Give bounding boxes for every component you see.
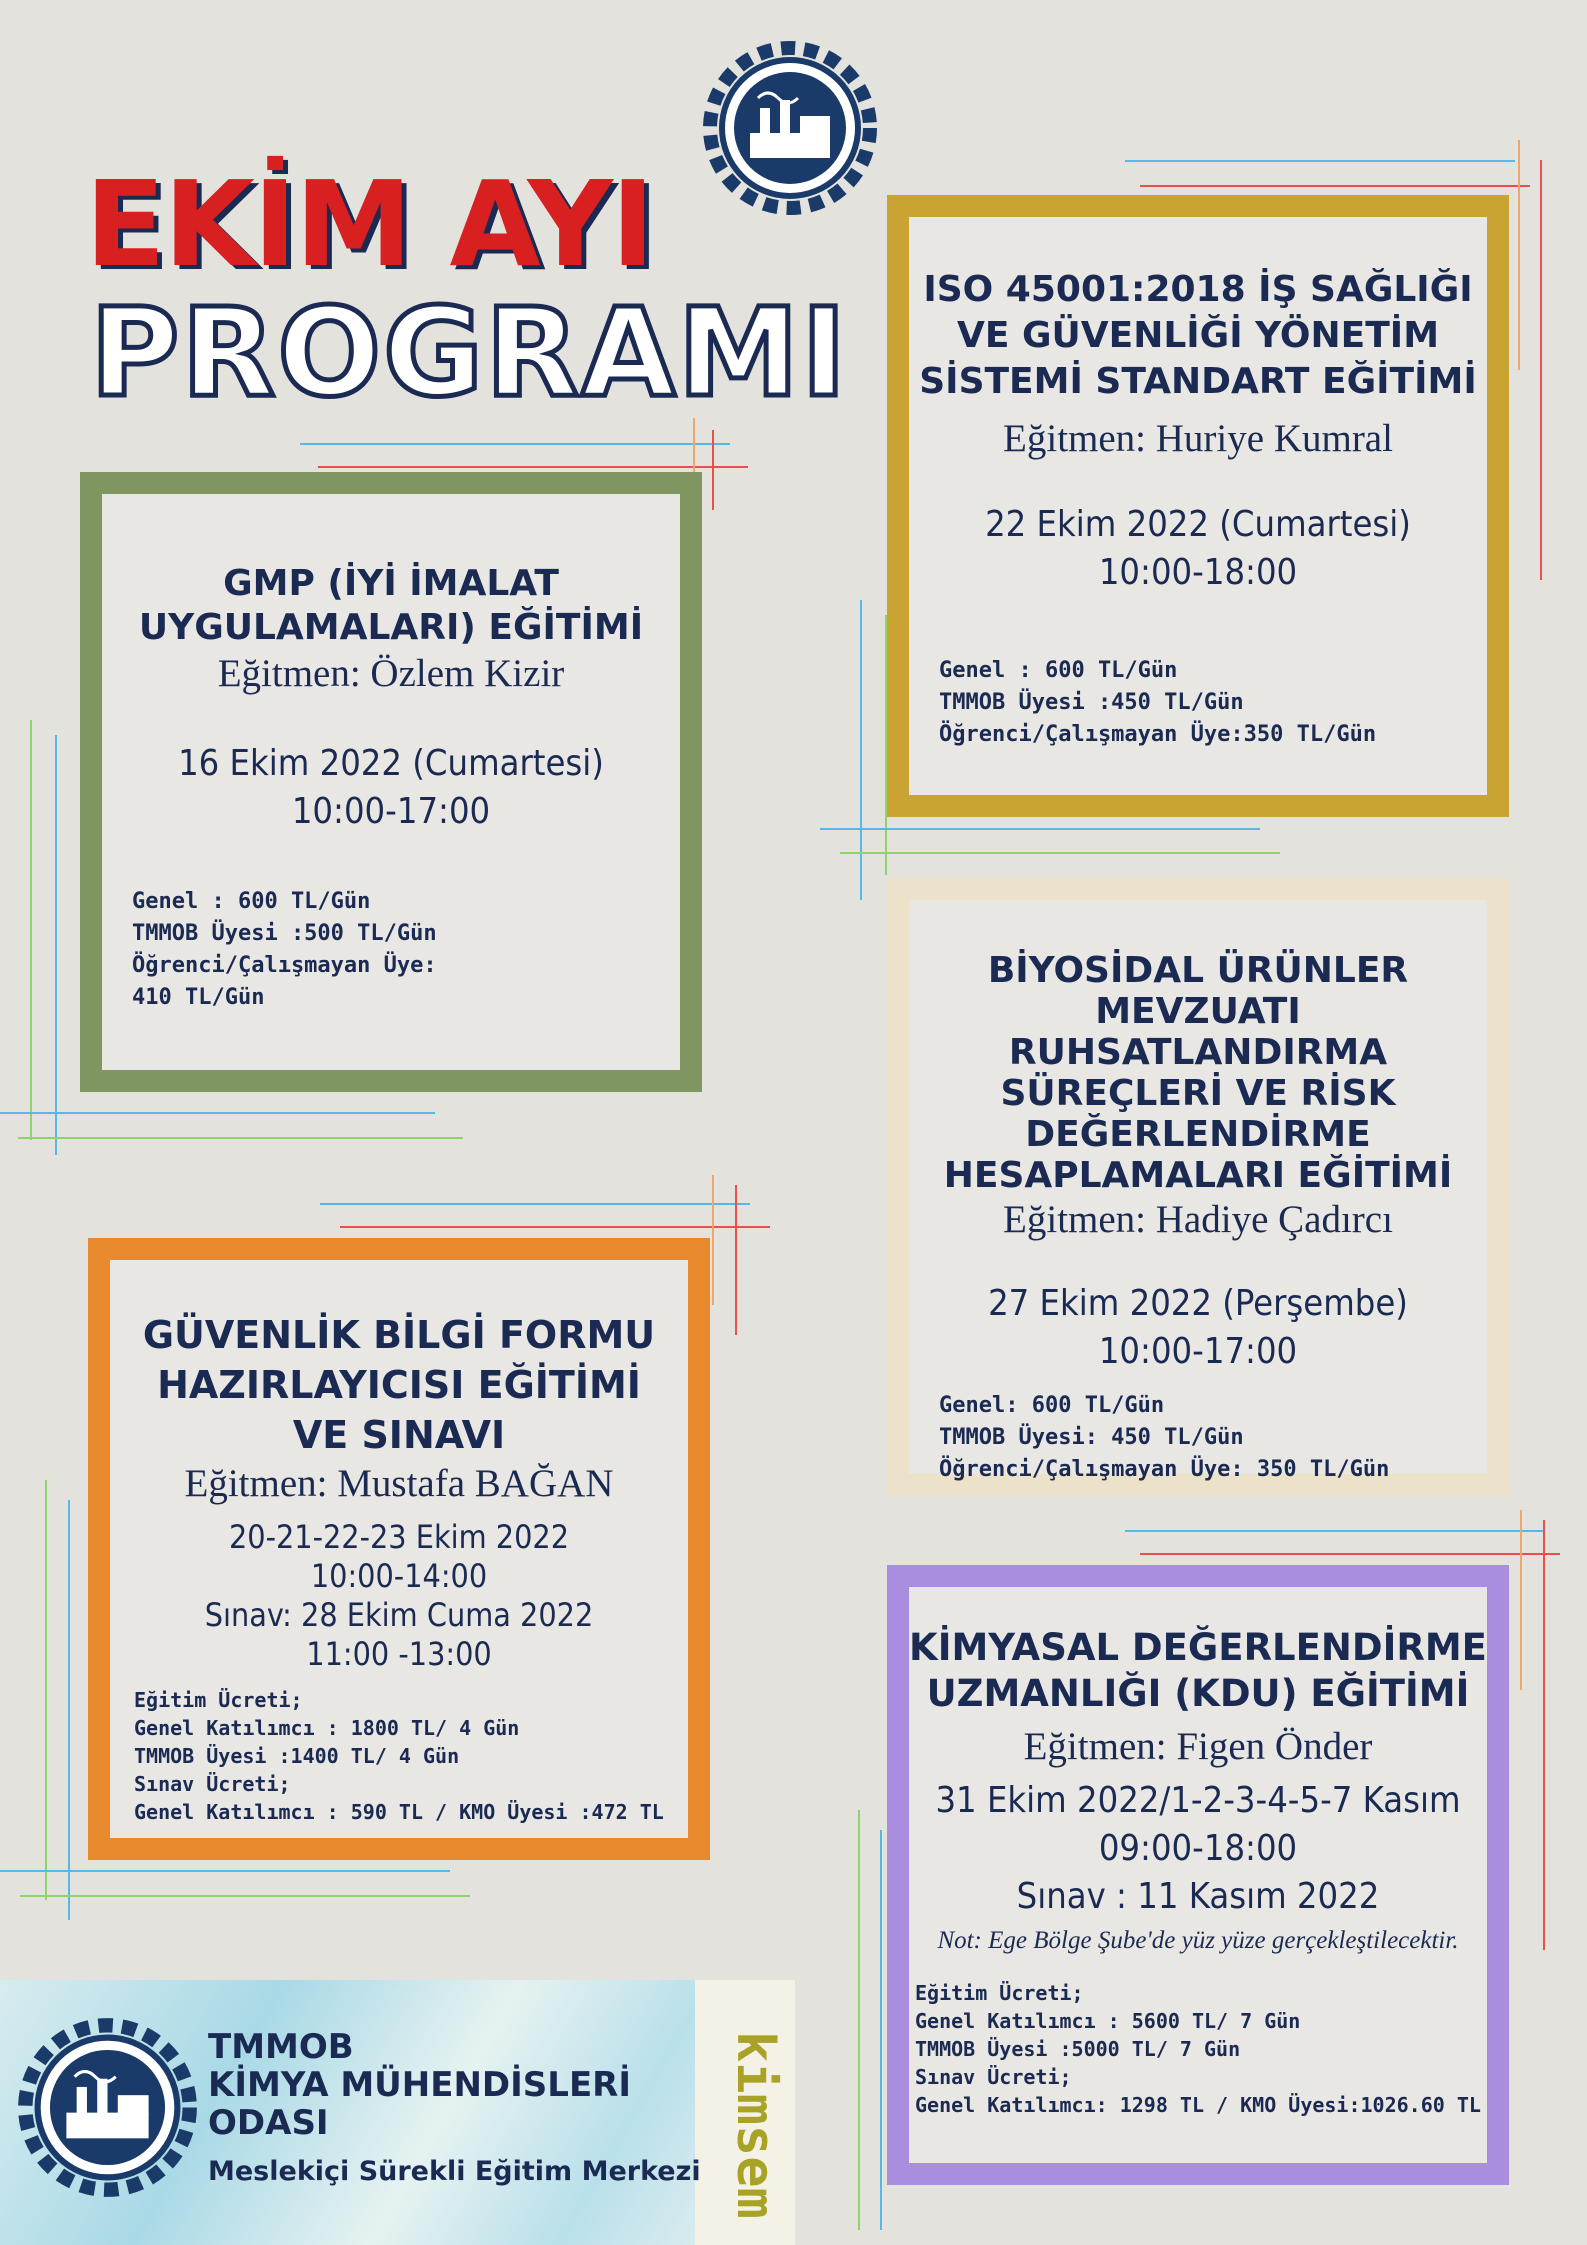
card-guvenlik <box>88 1238 710 1860</box>
accent-line <box>1518 140 1520 370</box>
card-title: MEVZUATI RUHSATLANDIRMA <box>1008 991 1388 1073</box>
price-line: Öğrenci/Çalışmayan Üye: 350 TL/Gün <box>939 1457 1390 1482</box>
accent-line <box>30 720 32 1140</box>
accent-line <box>1540 160 1542 580</box>
card-trainer: Eğitmen: Özlem Kizir <box>217 652 565 695</box>
accent-line <box>20 1895 470 1897</box>
kimsem-brand: kimsem <box>725 2031 785 2219</box>
price-line: Sınav Ücreti; <box>134 1772 291 1796</box>
accent-line <box>1140 1553 1560 1555</box>
accent-line <box>320 1203 750 1205</box>
card-time: 09:00-18:00 <box>1098 1828 1298 1869</box>
card-trainer: Eğitmen: Mustafa BAĞAN <box>184 1462 614 1505</box>
accent-line <box>1125 160 1515 162</box>
accent-line <box>0 1870 450 1872</box>
card-title: GÜVENLİK BİLGİ FORMU <box>142 1313 656 1357</box>
card-iso <box>887 195 1509 817</box>
accent-line <box>1140 185 1530 187</box>
price-line: Öğrenci/Çalışmayan Üye:350 TL/Gün <box>939 722 1377 747</box>
price-line: TMMOB Üyesi :450 TL/Gün <box>939 690 1244 715</box>
card-time: 10:00-17:00 <box>1098 1331 1298 1372</box>
accent-line <box>55 735 57 1155</box>
card-title: SÜREÇLERİ VE RİSK <box>1000 1073 1396 1114</box>
card-title: KİMYASAL DEĞERLENDİRME <box>909 1626 1487 1669</box>
card-exam-date: Sınav : 11 Kasım 2022 <box>1016 1876 1380 1917</box>
price-line: TMMOB Üyesi :1400 TL/ 4 Gün <box>134 1744 460 1768</box>
card-time: 10:00-14:00 <box>310 1557 488 1595</box>
card-date: 31 Ekim 2022/1-2-3-4-5-7 Kasım <box>935 1780 1461 1821</box>
accent-line <box>1520 1510 1522 1690</box>
org-line: TMMOB <box>208 2027 354 2067</box>
price-line: TMMOB Üyesi: 450 TL/Gün <box>939 1425 1244 1450</box>
card-date: 27 Ekim 2022 (Perşembe) <box>988 1283 1408 1324</box>
card-title: SİSTEMİ STANDART EĞİTİMİ <box>919 361 1477 402</box>
accent-line <box>860 600 862 900</box>
card-exam-time: 11:00 -13:00 <box>306 1635 492 1673</box>
accent-line <box>840 852 1280 854</box>
accent-line <box>318 466 748 468</box>
footer-org-name <box>208 2028 631 2142</box>
price-line: Genel: 600 TL/Gün <box>939 1393 1165 1418</box>
price-line: Genel Katılımcı: 1298 TL / KMO Üyesi:1026.60 TL <box>915 2093 1481 2117</box>
accent-line <box>880 1830 882 2230</box>
accent-line <box>1543 1520 1545 1950</box>
card-trainer: Eğitmen: Hadiye Çadırcı <box>1003 1198 1393 1241</box>
accent-line <box>0 1112 435 1114</box>
card-time: 10:00-18:00 <box>1098 552 1298 593</box>
accent-line <box>712 430 714 510</box>
card-title: ISO 45001:2018 İŞ SAĞLIĞI <box>923 269 1473 310</box>
headline-month: EKİM AYI <box>85 155 653 293</box>
accent-line <box>712 1175 714 1305</box>
price-line: Sınav Ücreti; <box>915 2065 1072 2089</box>
price-line: Genel Katılımcı : 1800 TL/ 4 Gün <box>134 1716 520 1740</box>
price-line: 410 TL/Gün <box>132 985 265 1010</box>
card-title: UYGULAMALARI) EĞİTİMİ <box>138 607 644 648</box>
headline-program: PROGRAMI <box>90 282 849 424</box>
card-biyosidal <box>887 878 1509 1496</box>
card-title: UZMANLIĞI (KDU) EĞİTİMİ <box>926 1672 1470 1715</box>
card-title: GMP (İYİ İMALAT <box>223 563 559 604</box>
card-kdu <box>887 1565 1509 2185</box>
card-title: HESAPLAMALARI EĞİTİMİ <box>943 1155 1453 1196</box>
accent-line <box>18 1137 463 1139</box>
accent-line <box>45 1480 47 1900</box>
price-line: TMMOB Üyesi :500 TL/Gün <box>132 921 437 946</box>
card-date: 20-21-22-23 Ekim 2022 <box>228 1518 570 1556</box>
accent-line <box>735 1185 737 1335</box>
card-trainer: Eğitmen: Figen Önder <box>1023 1725 1373 1768</box>
price-line: Eğitim Ücreti; <box>134 1688 303 1712</box>
accent-line <box>68 1500 70 1920</box>
accent-line <box>1125 1530 1545 1532</box>
card-note: Not: Ege Bölge Şube'de yüz yüze gerçekleştilecektir. <box>937 1927 1459 1954</box>
card-title: DEĞERLENDİRME <box>1025 1114 1371 1155</box>
card-title: HAZIRLAYICISI EĞİTİMİ <box>157 1363 641 1407</box>
accent-line <box>340 1226 770 1228</box>
card-gmp <box>80 472 702 1092</box>
price-line: TMMOB Üyesi :5000 TL/ 7 Gün <box>915 2037 1241 2061</box>
gear-factory-logo-icon <box>700 38 880 218</box>
org-line: KİMYA MÜHENDİSLERİ <box>208 2065 632 2105</box>
footer-logo <box>15 2015 200 2200</box>
price-line: Genel : 600 TL/Gün <box>939 658 1178 683</box>
card-exam-date: Sınav: 28 Ekim Cuma 2022 <box>204 1596 594 1634</box>
card-trainer: Eğitmen: Huriye Kumral <box>1003 417 1393 460</box>
price-line: Genel Katılımcı : 5600 TL/ 7 Gün <box>915 2009 1301 2033</box>
accent-line <box>858 1810 860 2230</box>
price-line: Genel Katılımcı : 590 TL / KMO Üyesi :472 TL <box>134 1800 664 1824</box>
price-line: Genel : 600 TL/Gün <box>132 889 371 914</box>
accent-line <box>300 443 730 445</box>
org-line: ODASI <box>208 2103 329 2143</box>
card-title: VE GÜVENLİĞİ YÖNETİM <box>956 315 1440 356</box>
card-title: BİYOSİDAL ÜRÜNLER <box>987 950 1409 991</box>
price-line: Eğitim Ücreti; <box>915 1981 1084 2005</box>
gear-factory-logo-icon <box>15 2015 200 2200</box>
card-time: 10:00-17:00 <box>291 791 491 832</box>
footer-subtitle: Meslekiçi Sürekli Eğitim Merkezi <box>208 2156 701 2187</box>
price-line: Öğrenci/Çalışmayan Üye: <box>132 953 437 978</box>
chamber-logo <box>700 38 880 218</box>
accent-line <box>820 828 1260 830</box>
card-date: 22 Ekim 2022 (Cumartesi) <box>985 504 1411 545</box>
card-title: VE SINAVI <box>292 1413 506 1457</box>
card-date: 16 Ekim 2022 (Cumartesi) <box>178 743 604 784</box>
